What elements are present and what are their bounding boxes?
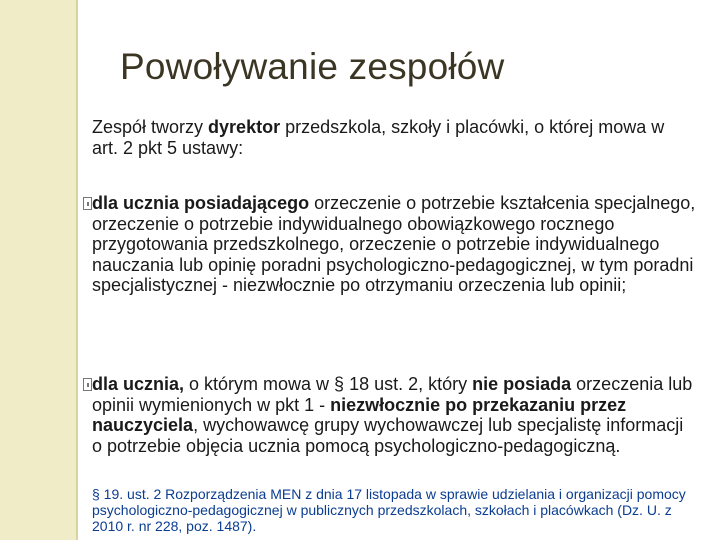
bullet-icon — [83, 197, 92, 210]
bullet-item-1 — [92, 193, 696, 296]
slide-title: Powoływanie zespołów — [120, 46, 505, 87]
bullet-1-text: orzeczenie o potrzebie kształcenia specjalnego, orzeczenie o potrzebie indywidualnego obowiązkowego rocznego przygotowania przedszkolnego, orzeczenie o potrzebie indywidualnego nauczania lub opinię poradni psychologiczno-pedagogicznej, w tym poradni specjalistycznej - niezwłocznie po otrzymaniu orzeczenia lub opinii; — [92, 193, 696, 295]
bullet-icon — [83, 378, 92, 391]
intro-suffix: przedszkola, szkoły i placówki, o której mowa w art. 2 pkt 5 ustawy: — [92, 117, 665, 158]
legal-footnote: § 19. ust. 2 Rozporządzenia MEN z dnia 17 listopada w sprawie udzielania i organizacji pomocy psychologiczno-pedagogicznej w publicznych przedszkolach, szkołach i placówkach (Dz. U. z 2010 r. nr 228, poz. 1487). — [92, 486, 686, 534]
bullet-2-text-1: o którym mowa w § 18 ust. 2, który — [184, 374, 473, 394]
bullet-item-2 — [92, 374, 696, 456]
bullet-2-bold-2: nie posiada — [472, 374, 572, 394]
bullet-2-text-2: orzeczenia lub opinii wymienionych w pkt 1 - — [92, 374, 693, 415]
intro-paragraph — [92, 117, 692, 158]
decorative-sidebar — [0, 0, 78, 540]
bullet-2-bold-1: dla ucznia, — [92, 374, 185, 394]
bullet-2-text-3: , wychowawcę grupy wychowawczej lub specjalistę informacji o potrzebie objęcia ucznia pomocą psychologiczno-pedagogiczną. — [92, 415, 684, 456]
intro-prefix: Zespół tworzy — [92, 117, 209, 137]
intro-bold: dyrektor — [208, 117, 281, 137]
bullet-2-bold-3: niezwłocznie po przekazaniu przez nauczyciela — [92, 394, 627, 435]
bullet-1-bold: dla ucznia posiadającego — [92, 193, 310, 213]
